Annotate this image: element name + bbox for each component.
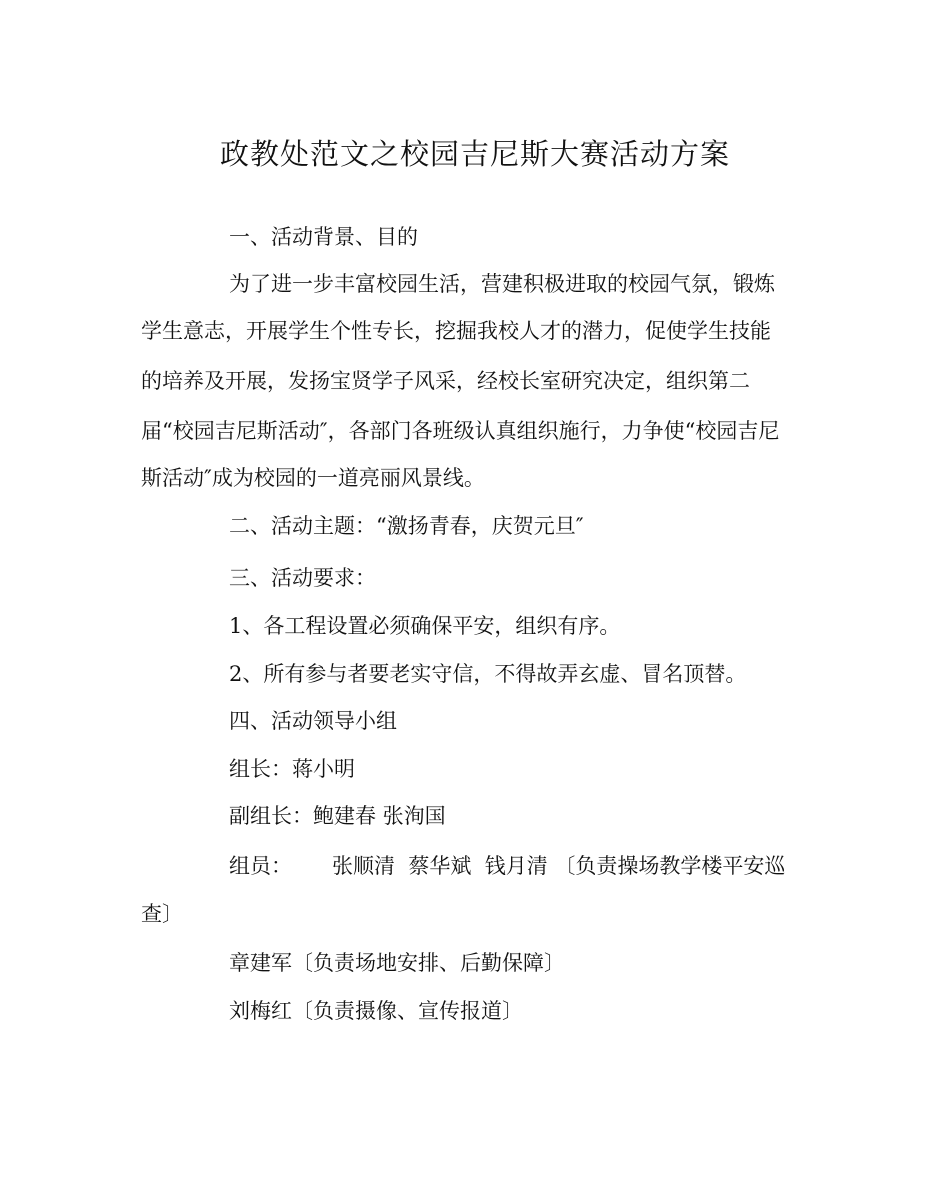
leader-line: 组长：蒋小明 xyxy=(229,757,355,781)
members-line: 组员： 张顺清 蔡华斌 钱月清 〔负责操场教学楼平安巡 xyxy=(229,854,786,878)
section-heading-background: 一、活动背景、目的 xyxy=(229,225,418,249)
vice-leader-line: 副组长：鲍建春 张洵国 xyxy=(229,804,446,828)
section-heading-leadership: 四、活动领导小组 xyxy=(229,709,397,733)
document-title: 政教处范文之校园吉尼斯大赛活动方案 xyxy=(219,137,730,171)
paragraph-line: 斯活动″成为校园的一道亮丽风景线。 xyxy=(141,466,485,490)
member-line: 章建军〔负责场地安排、后勤保障〕 xyxy=(229,951,565,975)
requirement-item: 1、各工程设置必须确保平安，组织有序。 xyxy=(229,614,621,638)
member-line: 刘梅红〔负责摄像、宣传报道〕 xyxy=(229,999,523,1023)
section-heading-requirements: 三、活动要求： xyxy=(229,566,376,590)
requirement-item: 2、所有参与者要老实守信，不得故弄玄虚、冒名顶替。 xyxy=(229,662,747,686)
members-line-continued: 查〕 xyxy=(141,902,183,926)
paragraph-line: 的培养及开展，发扬宝贤学子风采，经校长室研究决定，组织第二 xyxy=(141,369,750,393)
section-theme: 二、活动主题：“激扬青春，庆贺元旦″ xyxy=(229,514,584,538)
paragraph-line: 学生意志，开展学生个性专长，挖掘我校人才的潜力，促使学生技能 xyxy=(141,319,771,343)
paragraph-line: 为了进一步丰富校园生活，营建积极进取的校园气氛，锻炼 xyxy=(229,272,775,296)
paragraph-line: 届“校园吉尼斯活动″，各部门各班级认真组织施行，力争使“校园吉尼 xyxy=(141,419,780,443)
